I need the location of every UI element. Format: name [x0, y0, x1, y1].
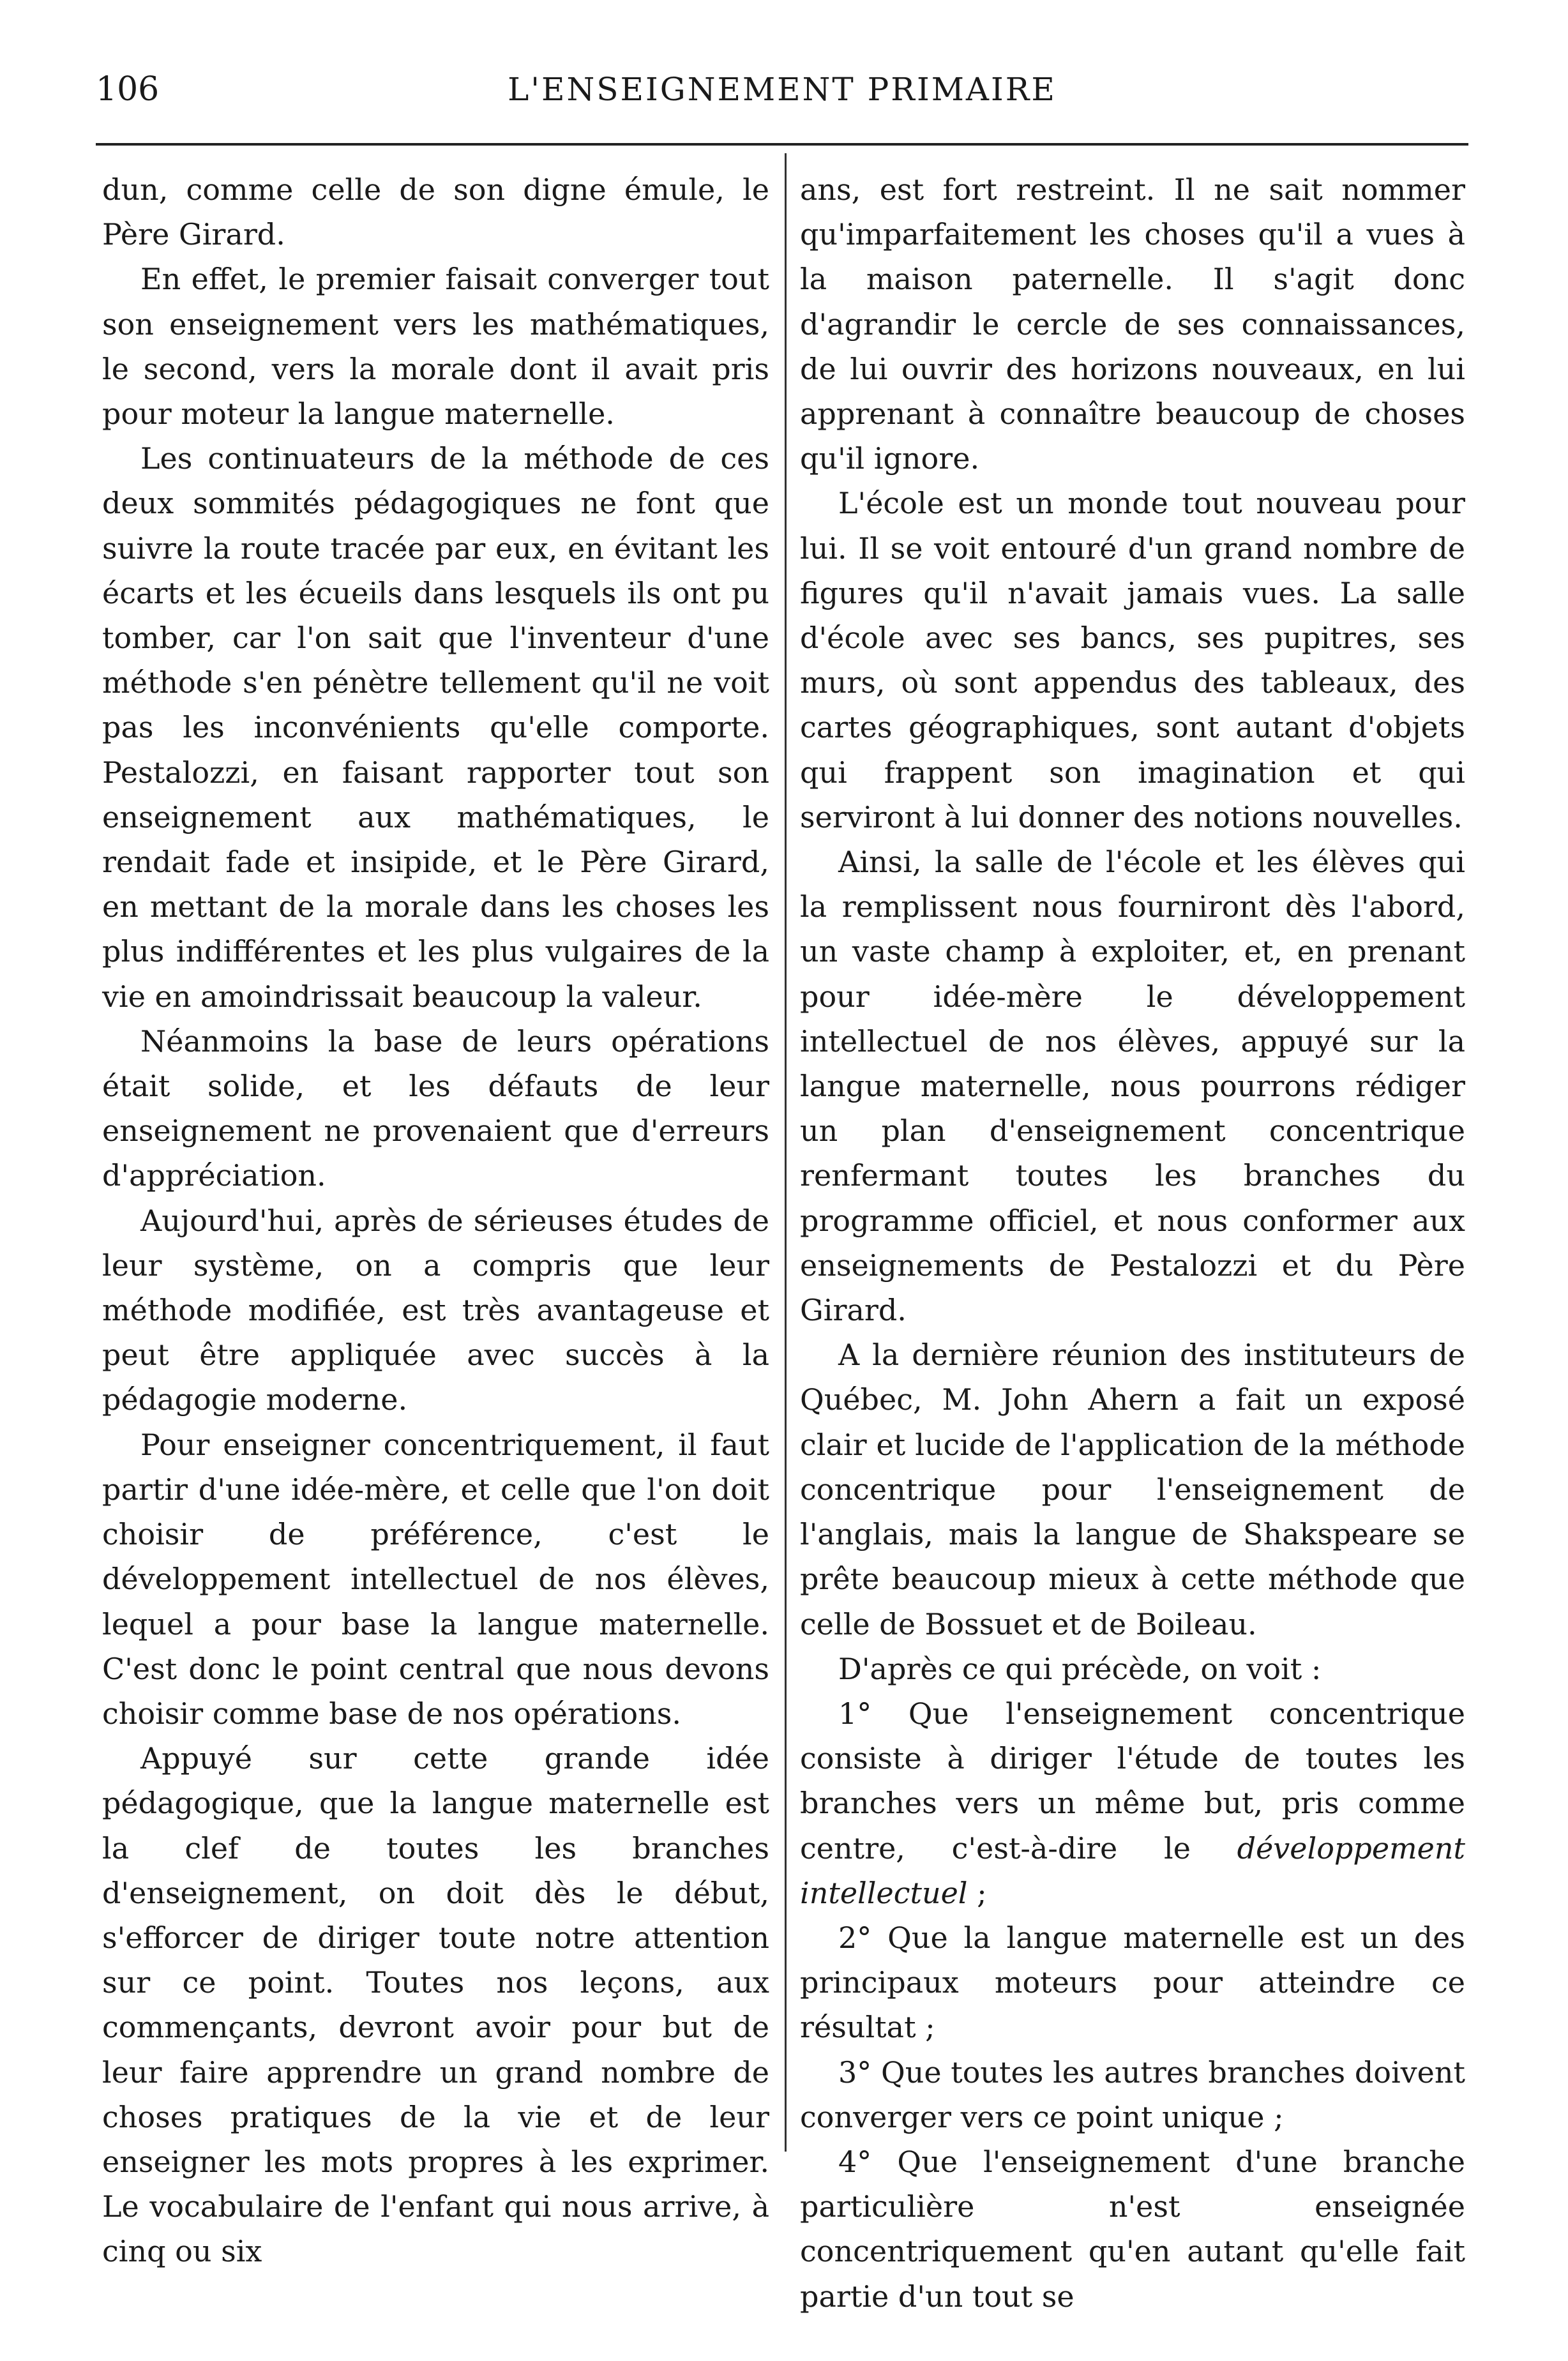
list-item: [800, 1691, 1465, 1915]
page-header: [96, 64, 1468, 115]
paragraph: dun, comme celle de son digne émule, le Père Girard.: [102, 172, 769, 252]
page-number: 106: [96, 70, 160, 109]
paragraph: Les continuateurs de la méthode de ces deux sommités pédagogiques ne font que suivre la route tracée par eux, en évitant les écarts et les écueils dans lesquels ils ont pu tomber, car l'on sait que l'inventeur d'une méthode s'en pénètre tellement qu'il ne voit pas les inconvénients qu'elle comporte. Pestalozzi, en faisant rapporter tout son enseignement aux mathématiques, le rendait fade et insipide, et le Père Girard, en mettant de la morale dans les choses les plus indifférentes et les plus vulgaires de la vie en amoindrissait beaucoup la valeur.: [102, 441, 769, 1014]
list-item: 3° Que toutes les autres branches doivent converger vers ce point unique ;: [800, 2055, 1465, 2134]
paragraph: En effet, le premier faisait converger tout son enseignement vers les mathématiques, le second, vers la morale dont il avait pris pour moteur la langue maternelle.: [102, 262, 769, 432]
running-title: L'ENSEIGNEMENT PRIMAIRE: [508, 71, 1057, 108]
paragraph: D'après ce qui précède, on voit :: [838, 1651, 1322, 1686]
left-column: [102, 167, 769, 2274]
emphasis-text: développement intellectuel: [800, 1830, 1465, 1910]
list-item-text: ;: [967, 1875, 987, 1910]
paragraph: Néanmoins la base de leurs opérations était solide, et les défauts de leur enseignement ne provenaient que d'erreurs d'appréciation.: [102, 1023, 769, 1193]
list-item: 4° Que l'enseignement d'une branche particulière n'est enseignée concentriquement qu'en autant qu'elle fait partie d'un tout se: [800, 2144, 1465, 2314]
header-rule: [96, 143, 1468, 146]
right-column: [800, 167, 1465, 2319]
paragraph: L'école est un monde tout nouveau pour lui. Il se voit entouré d'un grand nombre de figures qu'il n'avait jamais vues. La salle d'école avec ses bancs, ses pupitres, ses murs, où sont appendus des tableaux, des cartes géographiques, sont autant d'objets qui frappent son imagination et qui serviront à lui donner des notions nouvelles.: [800, 486, 1465, 834]
list-item-text: 1° Que l'enseignement concentrique consiste à diriger l'étude de toutes les branches vers un même but, pris comme centre, c'est-à-dire le: [800, 1696, 1465, 1866]
paragraph: Pour enseigner concentriquement, il faut partir d'une idée-mère, et celle que l'on doit choisir de préférence, c'est le développement intellectuel de nos élèves, lequel a pour base la langue maternelle. C'est donc le point central que nous devons choisir comme base de nos opérations.: [102, 1427, 769, 1731]
paragraph: A la dernière réunion des instituteurs de Québec, M. John Ahern a fait un exposé clair et lucide de l'application de la méthode concentrique pour l'enseignement de l'anglais, mais la langue de Shakspeare se prête beaucoup mieux à cette méthode que celle de Bossuet et de Boileau.: [800, 1338, 1465, 1641]
paragraph: Ainsi, la salle de l'école et les élèves qui la remplissent nous fourniront dès l'abord, un vaste champ à exploiter, et, en prenant pour idée-mère le développement intellectuel de nos élèves, appuyé sur la langue maternelle, nous pourrons rédiger un plan d'enseignement concentrique renfermant toutes les branches du programme officiel, et nous conformer aux enseignements de Pestalozzi et du Père Girard.: [800, 845, 1465, 1328]
column-divider: [785, 153, 787, 2152]
paragraph: Aujourd'hui, après de sérieuses études de leur système, on a compris que leur méthode modifiée, est très avantageuse et peut être appliquée avec succès à la pédagogie moderne.: [102, 1203, 769, 1417]
list-item: 2° Que la langue maternelle est un des principaux moteurs pour atteindre ce résultat ;: [800, 1920, 1465, 2045]
paragraph: Appuyé sur cette grande idée pédagogique, que la langue maternelle est la clef de toutes les branches d'enseignement, on doit dès le début, s'efforcer de diriger toute notre attention sur ce point. Toutes nos leçons, aux commençants, devront avoir pour but de leur faire apprendre un grand nombre de choses pratiques de la vie et de leur enseigner les mots propres à les exprimer. Le vocabulaire de l'enfant qui nous arrive, à cinq ou six: [102, 1741, 769, 2269]
paragraph: ans, est fort restreint. Il ne sait nommer qu'imparfaitement les choses qu'il a vues à la maison paternelle. Il s'agit donc d'agrandir le cercle de ses connaissances, de lui ouvrir des horizons nouveaux, en lui apprenant à connaître beaucoup de choses qu'il ignore.: [800, 172, 1465, 476]
